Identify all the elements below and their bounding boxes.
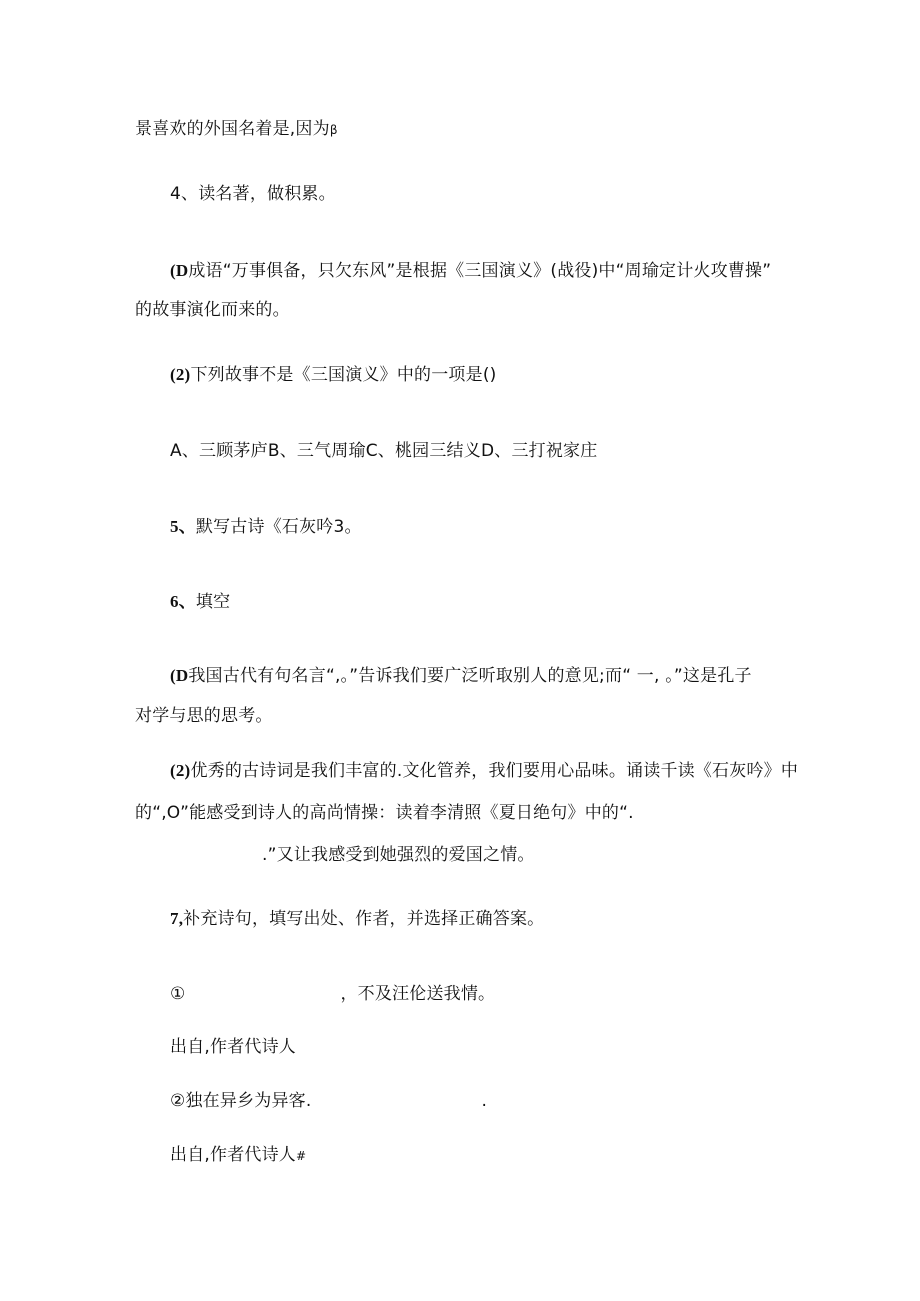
- question-6: [170, 591, 230, 613]
- item-text: 对学与思的思考。: [135, 706, 273, 726]
- question-4-2: [170, 364, 497, 386]
- question-5: [170, 516, 362, 538]
- item-number: (2): [170, 761, 191, 780]
- item-text: .”又让我感受到她强烈的爱国之情。: [262, 845, 535, 865]
- couplet-1-source: [170, 1036, 296, 1058]
- question-6-1-line-2: [135, 705, 273, 727]
- item-number: (D: [170, 666, 189, 685]
- question-5-text: 默写古诗《石灰吟3。: [195, 517, 362, 537]
- question-6-2-line-1: [170, 760, 798, 782]
- question-4-2-options: [170, 440, 597, 462]
- question-7-text: 补充诗句，填写出处、作者，并选择正确答案。: [183, 909, 545, 929]
- question-7: [170, 908, 544, 930]
- couplet-tail: .: [481, 1091, 488, 1111]
- stray-mark: #: [296, 1149, 307, 1163]
- question-6-1-line-1: [170, 665, 752, 687]
- question-6-text: 填空: [195, 592, 231, 612]
- item-text: 的故事演化而来的。: [135, 300, 290, 320]
- item-number: 5、: [170, 517, 196, 536]
- question-4-1-line-1: [170, 260, 771, 282]
- options-text: A、三顾茅庐B、三气周瑜C、桃园三结义D、三打祝家庄: [170, 441, 598, 461]
- question-4-1-line-2: [135, 299, 290, 321]
- item-number: (D: [170, 261, 189, 280]
- text-content: 景喜欢的外国名着是,因为: [135, 119, 330, 139]
- item-text: 成语“万事俱备，只欠东风”是根据《三国演义》(战役)中“周瑜定计火攻曹操”: [188, 261, 772, 281]
- item-number: (2): [170, 365, 191, 384]
- couplet-2: [170, 1090, 487, 1112]
- circled-number: ①: [170, 984, 186, 1004]
- question-6-2-line-3: [262, 844, 535, 866]
- couplet-text: ，不及汪伦送我情。: [340, 984, 496, 1004]
- item-text: 下列故事不是《三国演义》中的一项是(): [190, 365, 497, 385]
- item-text: 我国古代有句名言“,。”告诉我们要广泛听取别人的意见;而“ 一, 。”这是孔子: [188, 666, 752, 686]
- stray-mark: β: [329, 123, 338, 137]
- question-4: [170, 183, 336, 205]
- couplet-2-source: [170, 1144, 306, 1167]
- item-number: 6、: [170, 592, 196, 611]
- couplet-text: ②独在异乡为异客.: [170, 1091, 312, 1111]
- question-4-text: 4、读名著，做积累。: [170, 184, 336, 204]
- source-text: 出自,作者代诗人: [170, 1037, 297, 1057]
- couplet-1: [170, 983, 495, 1005]
- source-text: 出自,作者代诗人: [170, 1145, 297, 1165]
- item-number: 7,: [170, 909, 184, 928]
- item-text: 的“,O”能感受到诗人的高尚情操：读着李清照《夏日绝句》中的“.: [135, 803, 634, 823]
- item-text: 优秀的古诗词是我们丰富的.文化管养，我们要用心品味。诵读千读《石灰吟》中: [190, 761, 799, 781]
- text-line-1: [135, 118, 338, 141]
- question-6-2-line-2: [135, 802, 634, 824]
